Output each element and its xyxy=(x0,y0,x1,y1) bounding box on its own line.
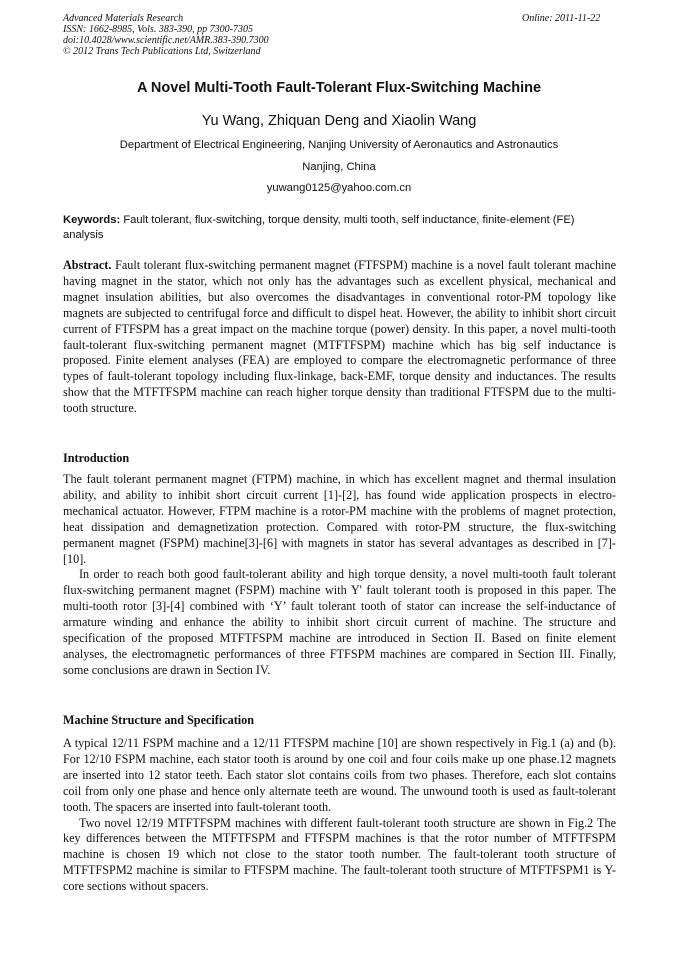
paper-authors: Yu Wang, Zhiquan Deng and Xiaolin Wang xyxy=(201,113,477,129)
affiliation-department: Department of Electrical Engineering, Nanjing University of Aeronautics and Astronautics xyxy=(119,139,559,151)
journal-name: Advanced Materials Research xyxy=(63,13,184,24)
keywords-label: Keywords: xyxy=(63,214,121,226)
machine-structure-heading: Machine Structure and Specification xyxy=(63,713,255,727)
abstract-label: Abstract. xyxy=(63,258,112,272)
journal-header xyxy=(63,13,269,57)
keywords xyxy=(63,213,616,243)
abstract-text: Fault tolerant flux-switching permanent magnet (FTFSPM) machine is a novel fault tolerant machine having magnet in the stator, which not only has the advantages such as excellent physical, mechanical and magnet insulation abilities, but also overcomes the disadvantages in conventional rotor-PM topology like magnets are subjected to centrifugal force and difficult to dispel heat. However, the ability to inhibit short circuit current of FTFSPM has a great impact on the machine torque (power) density. In this paper, a novel multi-tooth fault-tolerant flux-switching permanent magnet (MTFTFSPM) machine which has big self inductance is proposed. Finite element analyses (FEA) are employed to compare the electromagnetic performance of three types of fault-tolerant topology including flux-linkage, back-EMF, torque density and inductances. The results show that the MTFTFSPM machine can reach higher torque density than traditional FTFSPM due to the multi-tooth structure. xyxy=(63,258,616,416)
copyright-line: © 2012 Trans Tech Publications Ltd, Switzerland xyxy=(63,46,261,57)
abstract xyxy=(63,258,616,417)
machine-structure-body xyxy=(63,736,616,895)
introduction-body xyxy=(63,472,616,679)
introduction-paragraph-1: The fault tolerant permanent magnet (FTPM) machine, in which has excellent magnet and thermal insulation ability, and ability to inhibit short circuit current [1]-[2], has found wide application prospects in electro-mechanical actuator. However, FTPM machine is a rotor-PM machine with the problems of magnet protection, heat dissipation and demagnetization protection. Compared with rotor-PM structure, the flux-switching permanent magnet (FSPM) machine[3]-[6] with magnets in stator has several advantages as described in [7]-[10]. xyxy=(63,472,616,566)
doi-line[interactable]: doi:10.4028/www.scientific.net/AMR.383-390.7300 xyxy=(63,35,269,46)
introduction-heading: Introduction xyxy=(63,451,130,465)
introduction-paragraph-2: In order to reach both good fault-tolerant ability and high torque density, a novel multi-tooth fault tolerant flux-switching permanent magnet (FSPM) machine with Y' fault tolerant tooth is proposed in this paper. The multi-tooth rotor [3]-[4] combined with ‘Y’ fault tolerant tooth of stator can increase the self-inductance of armature winding and enhance the ability to inhibit short circuit current of machine. The structure and specification of the proposed MTFTFSPM machine are introduced in Section II. Based on finite element analyses, the electromagnetic performances of three FTFSPM machines are compared in Section III. Finally, some conclusions are drawn in Section IV. xyxy=(63,567,616,677)
online-date: Online: 2011-11-22 xyxy=(522,13,601,24)
paper-title: A Novel Multi-Tooth Fault-Tolerant Flux-Switching Machine xyxy=(136,80,542,96)
affiliation-email[interactable]: yuwang0125@yahoo.com.cn xyxy=(266,182,412,194)
machine-structure-paragraph-2: Two novel 12/19 MTFTFSPM machines with different fault-tolerant tooth structure are shown in Fig.2 The key differences between the MTFTFSPM and FTFSPM machines is that the rotor number of MTFTFSPM machine is chosen 19 which not close to the stator tooth number. The fault-tolerant tooth structure of MTFTFSPM2 machine is similar to FTFSPM machine. The fault-tolerant tooth structure of MTFTFSPM1 is Y-core sections without spacers. xyxy=(63,815,616,894)
issn-line: ISSN: 1662-8985, Vols. 383-390, pp 7300-7305 xyxy=(63,24,253,35)
keywords-text: Fault tolerant, flux-switching, torque density, multi tooth, self inductance, finite-element (FE) analysis xyxy=(63,214,575,241)
machine-structure-paragraph-1: A typical 12/11 FSPM machine and a 12/11 FTFSPM machine [10] are shown respectively in Fig.1 (a) and (b). For 12/10 FSPM machine, each stator tooth is around by one coil and four coils make up one phase.12 magnets are inserted into 12 stator teeth. Each stator slot contains coils from two phases. Therefore, each slot contains coil from only one phase and hence only alternate teeth are wound. The unwound tooth is used as fault-tolerant tooth. The spacers are inserted into fault-tolerant tooth. xyxy=(63,736,616,814)
affiliation-city: Nanjing, China xyxy=(302,161,376,173)
